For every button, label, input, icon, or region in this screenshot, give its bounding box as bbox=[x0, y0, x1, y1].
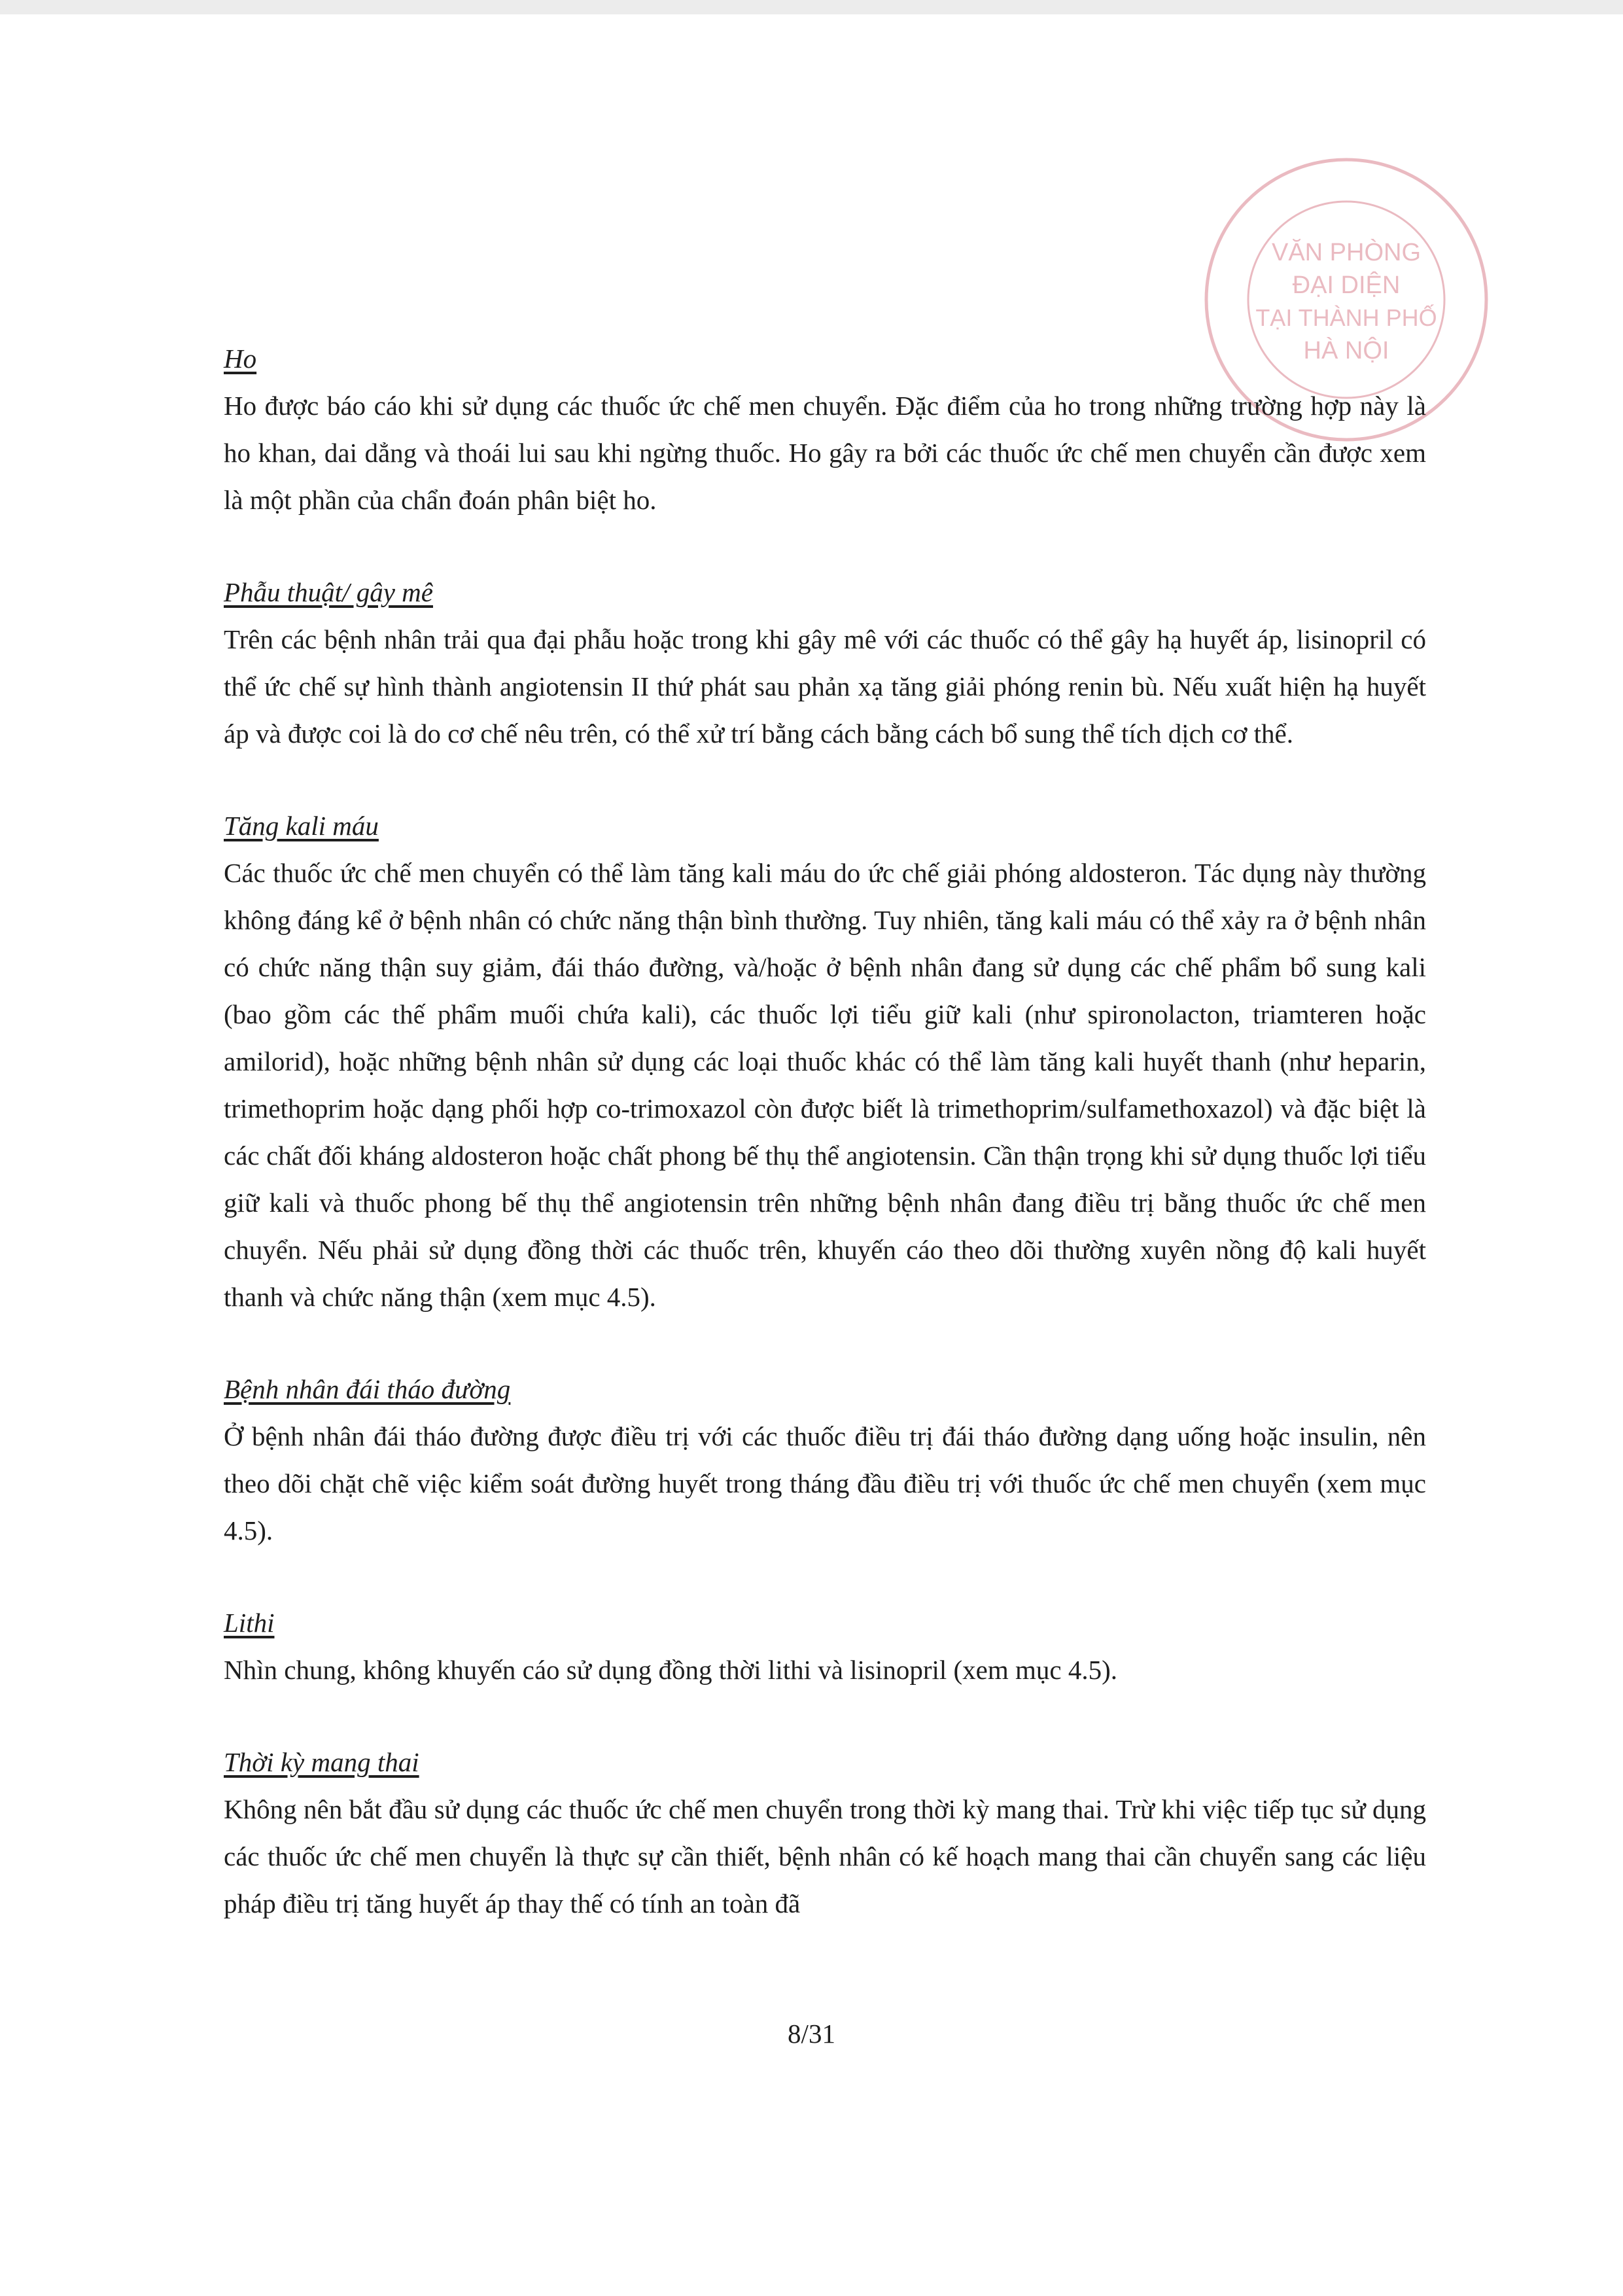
stamp-line-3: TẠI THÀNH PHỐ bbox=[1255, 304, 1437, 331]
section-diabetes bbox=[224, 1366, 1426, 1554]
section-title: Thời kỳ mang thai bbox=[224, 1747, 419, 1777]
stamp-line-1: VĂN PHÒNG bbox=[1271, 239, 1422, 266]
section-lithium bbox=[224, 1599, 1426, 1693]
section-paragraph: Ho được báo cáo khi sử dụng các thuốc ức chế men chuyển. Đặc điểm của ho trong những trường hợp này là ho khan, dai dẳng và thoái lui sau khi ngừng thuốc. Ho gây ra bởi các thuốc ức chế men chuyển cần được xem là một phần của chẩn đoán phân biệt ho. bbox=[224, 391, 1426, 515]
stamp-line-2: ĐẠI DIỆN bbox=[1292, 272, 1401, 299]
scan-top-edge bbox=[0, 0, 1623, 14]
section-title: Tăng kali máu bbox=[224, 811, 379, 841]
section-surgery-anesthesia bbox=[224, 569, 1426, 757]
page-number: 8/31 bbox=[788, 2019, 835, 2049]
section-paragraph: Trên các bệnh nhân trải qua đại phẫu hoặc trong khi gây mê với các thuốc có thể gây hạ huyết áp, lisinopril có thể ức chế sự hình thành angiotensin II thứ phát sau phản xạ tăng giải phóng renin bù. Nếu xuất hiện hạ huyết áp và được coi là do cơ chế nêu trên, có thể xử trí bằng cách bằng cách bổ sung thể tích dịch cơ thể. bbox=[224, 624, 1426, 749]
section-paragraph: Không nên bắt đầu sử dụng các thuốc ức chế men chuyển trong thời kỳ mang thai. Trừ khi việc tiếp tục sử dụng các thuốc ức chế men chuyển là thực sự cần thiết, bệnh nhân có kế hoạch mang thai cần chuyển sang các liệu pháp điều trị tăng huyết áp thay thế có tính an toàn đã bbox=[224, 1794, 1426, 1918]
section-title: Bệnh nhân đái tháo đường bbox=[224, 1374, 511, 1404]
section-title: Lithi bbox=[224, 1608, 275, 1638]
section-paragraph: Nhìn chung, không khuyến cáo sử dụng đồng thời lithi và lisinopril (xem mục 4.5). bbox=[224, 1655, 1117, 1685]
section-ho bbox=[224, 335, 1426, 523]
section-hyperkalemia bbox=[224, 802, 1426, 1320]
document-body bbox=[224, 335, 1426, 1927]
section-paragraph: Các thuốc ức chế men chuyển có thể làm tăng kali máu do ức chế giải phóng aldosteron. Tác dụng này thường không đáng kể ở bệnh nhân có chức năng thận bình thường. Tuy nhiên, tăng kali máu có thể xảy ra ở bệnh nhân có chức năng thận suy giảm, đái tháo đường, và/hoặc ở bệnh nhân đang sử dụng các chế phẩm bổ sung kali (bao gồm các thế phẩm muối chứa kali), các thuốc lợi tiểu giữ kali (như spironolacton, triamteren hoặc amilorid), hoặc những bệnh nhân sử dụng các loại thuốc khác có thể làm tăng kali huyết thanh (như heparin, trimethoprim hoặc dạng phối hợp co-trimoxazol còn được biết là trimethoprim/sulfamethoxazol) và đặc biệt là các chất đối kháng aldosteron hoặc chất phong bế thụ thể angiotensin. Cần thận trọng khi sử dụng thuốc lợi tiểu giữ kali và thuốc phong bế thụ thể angiotensin trên những bệnh nhân đang điều trị bằng thuốc ức chế men chuyển. Nếu phải sử dụng đồng thời các thuốc trên, khuyến cáo theo dõi thường xuyên nồng độ kali huyết thanh và chức năng thận (xem mục 4.5). bbox=[224, 858, 1426, 1312]
section-title: Ho bbox=[224, 344, 257, 374]
section-title: Phẫu thuật/ gây mê bbox=[224, 577, 433, 607]
stamp-line-4: HÀ NỘI bbox=[1303, 337, 1389, 364]
section-paragraph: Ở bệnh nhân đái tháo đường được điều trị với các thuốc điều trị đái tháo đường dạng uống hoặc insulin, nên theo dõi chặt chẽ việc kiểm soát đường huyết trong tháng đầu điều trị với thuốc ức chế men chuyển (xem mục 4.5). bbox=[224, 1421, 1426, 1545]
section-pregnancy bbox=[224, 1739, 1426, 1927]
